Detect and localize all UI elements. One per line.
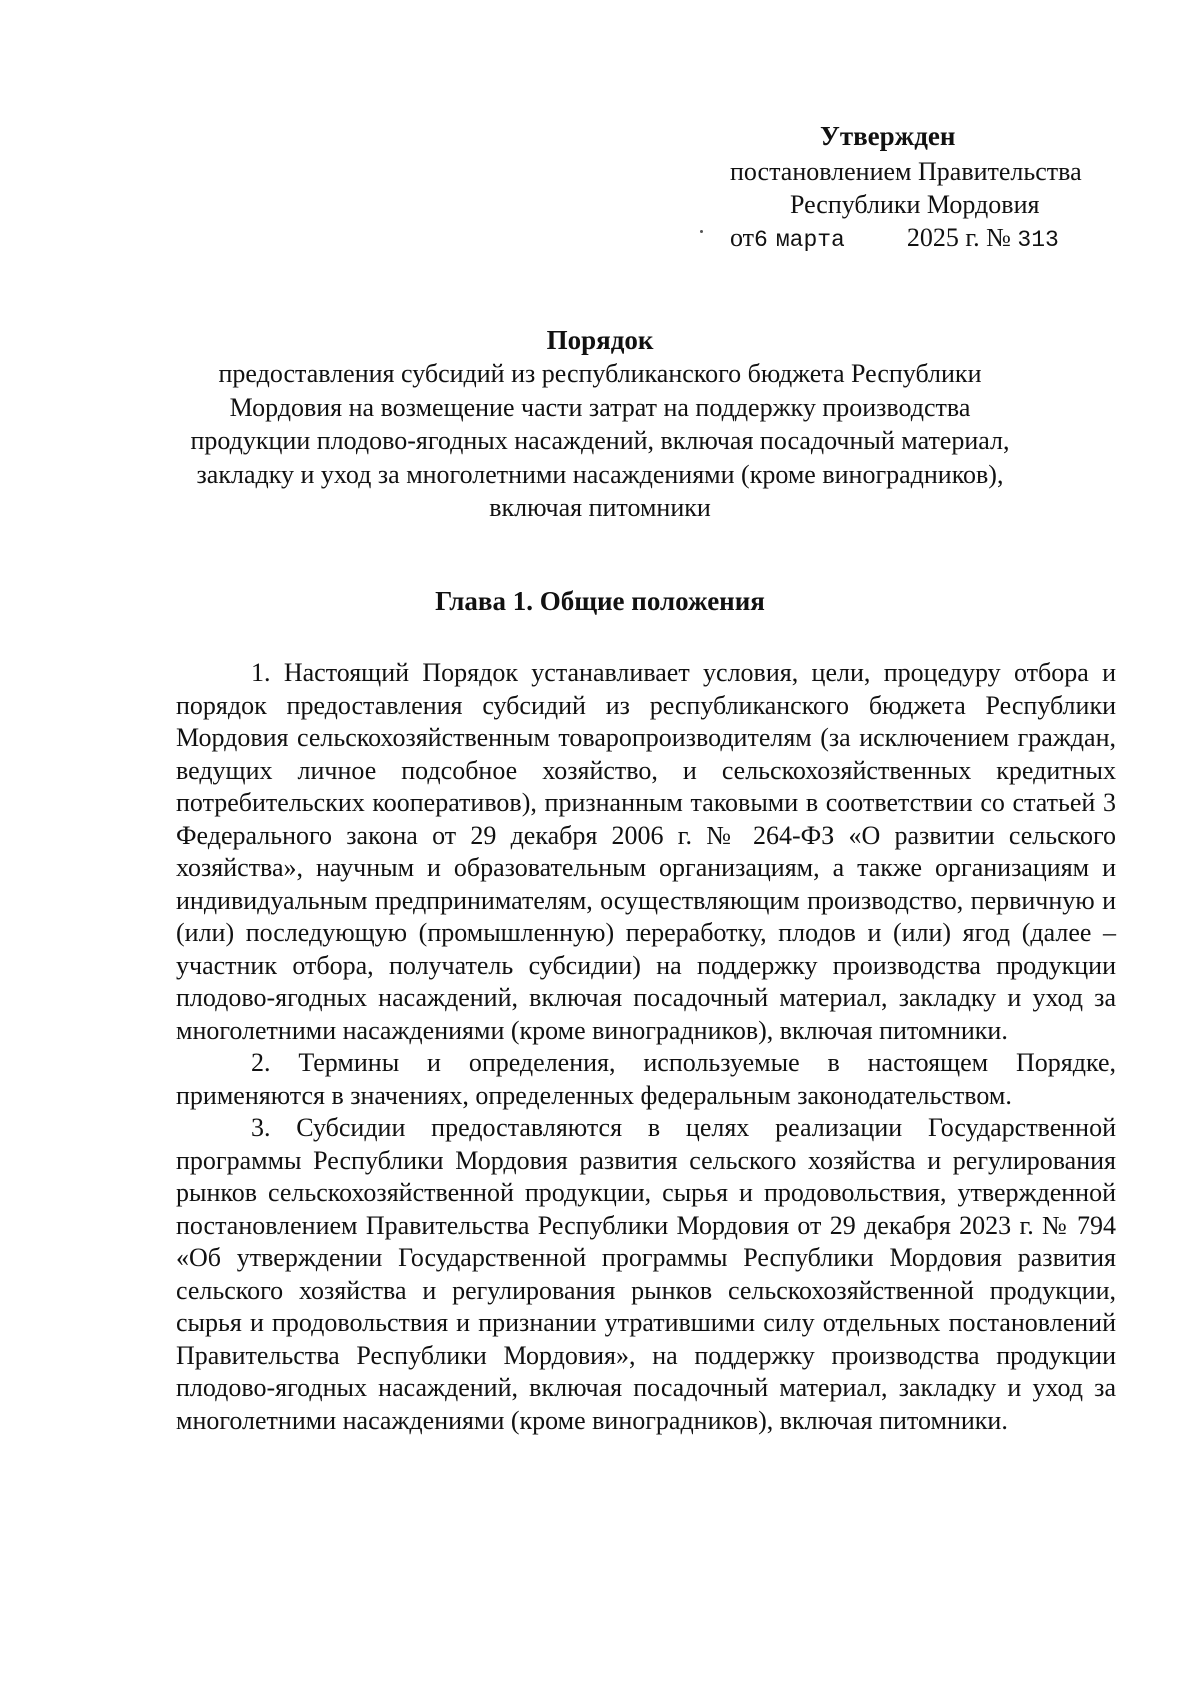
document-subtitle (100, 357, 1100, 525)
paragraph-1: 1. Настоящий Порядок устанавливает условия, цели, процедуру отбора и порядок предоставления субсидий из республиканского бюджета Республики Мордовия сельскохозяйственным товаропроизводителям (за исключением граждан, ведущих личное подсобное хозяйство, и сельскохозяйственных кредитных потребительских кооперативов), признанным таковыми в соответствии со статьей 3 Федерального закона от 29 декабря 2006 г. № 264-ФЗ «О развитии сельского хозяйства», научным и образовательным организациям, а также организациям и индивидуальным предпринимателям, осуществляющим производство, первичную и (или) последующую (промышленную) переработку, плодов и (или) ягод (далее – участник отбора, получатель субсидии) на поддержку производства продукции плодово-ягодных насаждений, включая посадочный материал, закладку и уход за многолетними насаждениями (кроме виноградников), включая питомники. (176, 658, 1116, 1045)
subtitle-line: продукции плодово-ягодных насаждений, включая посадочный материал, (190, 426, 1010, 455)
approval-region-line: Республики Мордовия (790, 190, 1040, 219)
approval-date-month: марта (775, 227, 845, 253)
approval-date-prefix: от (730, 223, 755, 252)
subtitle-line: Мордовия на возмещение части затрат на поддержку производства (229, 392, 971, 422)
scan-speck (700, 230, 703, 233)
document-body (176, 657, 1116, 1437)
subtitle-line: предоставления субсидий из республиканского бюджета Республики (218, 359, 982, 388)
approval-date-line (730, 220, 1059, 258)
paragraph-2: 2. Термины и определения, используемые в настоящем Порядке, применяются в значениях, определенных федеральным законодательством. (176, 1048, 1116, 1110)
chapter-heading: Глава 1. Общие положения (435, 586, 765, 616)
subtitle-line: включая питомники (489, 493, 711, 522)
paragraph-3: 3. Субсидии предоставляются в целях реализации Государственной программы Республики Мордовия развития сельского хозяйства и регулирования рынков сельскохозяйственной продукции, сырья и продовольствия, утвержденной постановлением Правительства Республики Мордовия от 29 декабря 2023 г. № 794 «Об утверждении Государственной программы Республики Мордовия развития сельского хозяйства и регулирования рынков сельскохозяйственной продукции, сырья и продовольствия и признании утратившими силу отдельных постановлений Правительства Республики Мордовия», на поддержку производства продукции плодово-ягодных насаждений, включая посадочный материал, закладку и уход за многолетними насаждениями (кроме виноградников), включая питомники. (176, 1113, 1116, 1435)
subtitle-line: закладку и уход за многолетними насаждениями (кроме виноградников), (196, 459, 1004, 489)
approval-title: Утвержден (820, 121, 956, 151)
approval-document-number: 313 (1017, 227, 1059, 253)
approval-date-day: 6 (754, 227, 768, 253)
approval-date-year-number-label: 2025 г. № (906, 223, 1011, 252)
approval-issuer-line: постановлением Правительства (730, 157, 1082, 186)
document-title: Порядок (546, 325, 654, 355)
